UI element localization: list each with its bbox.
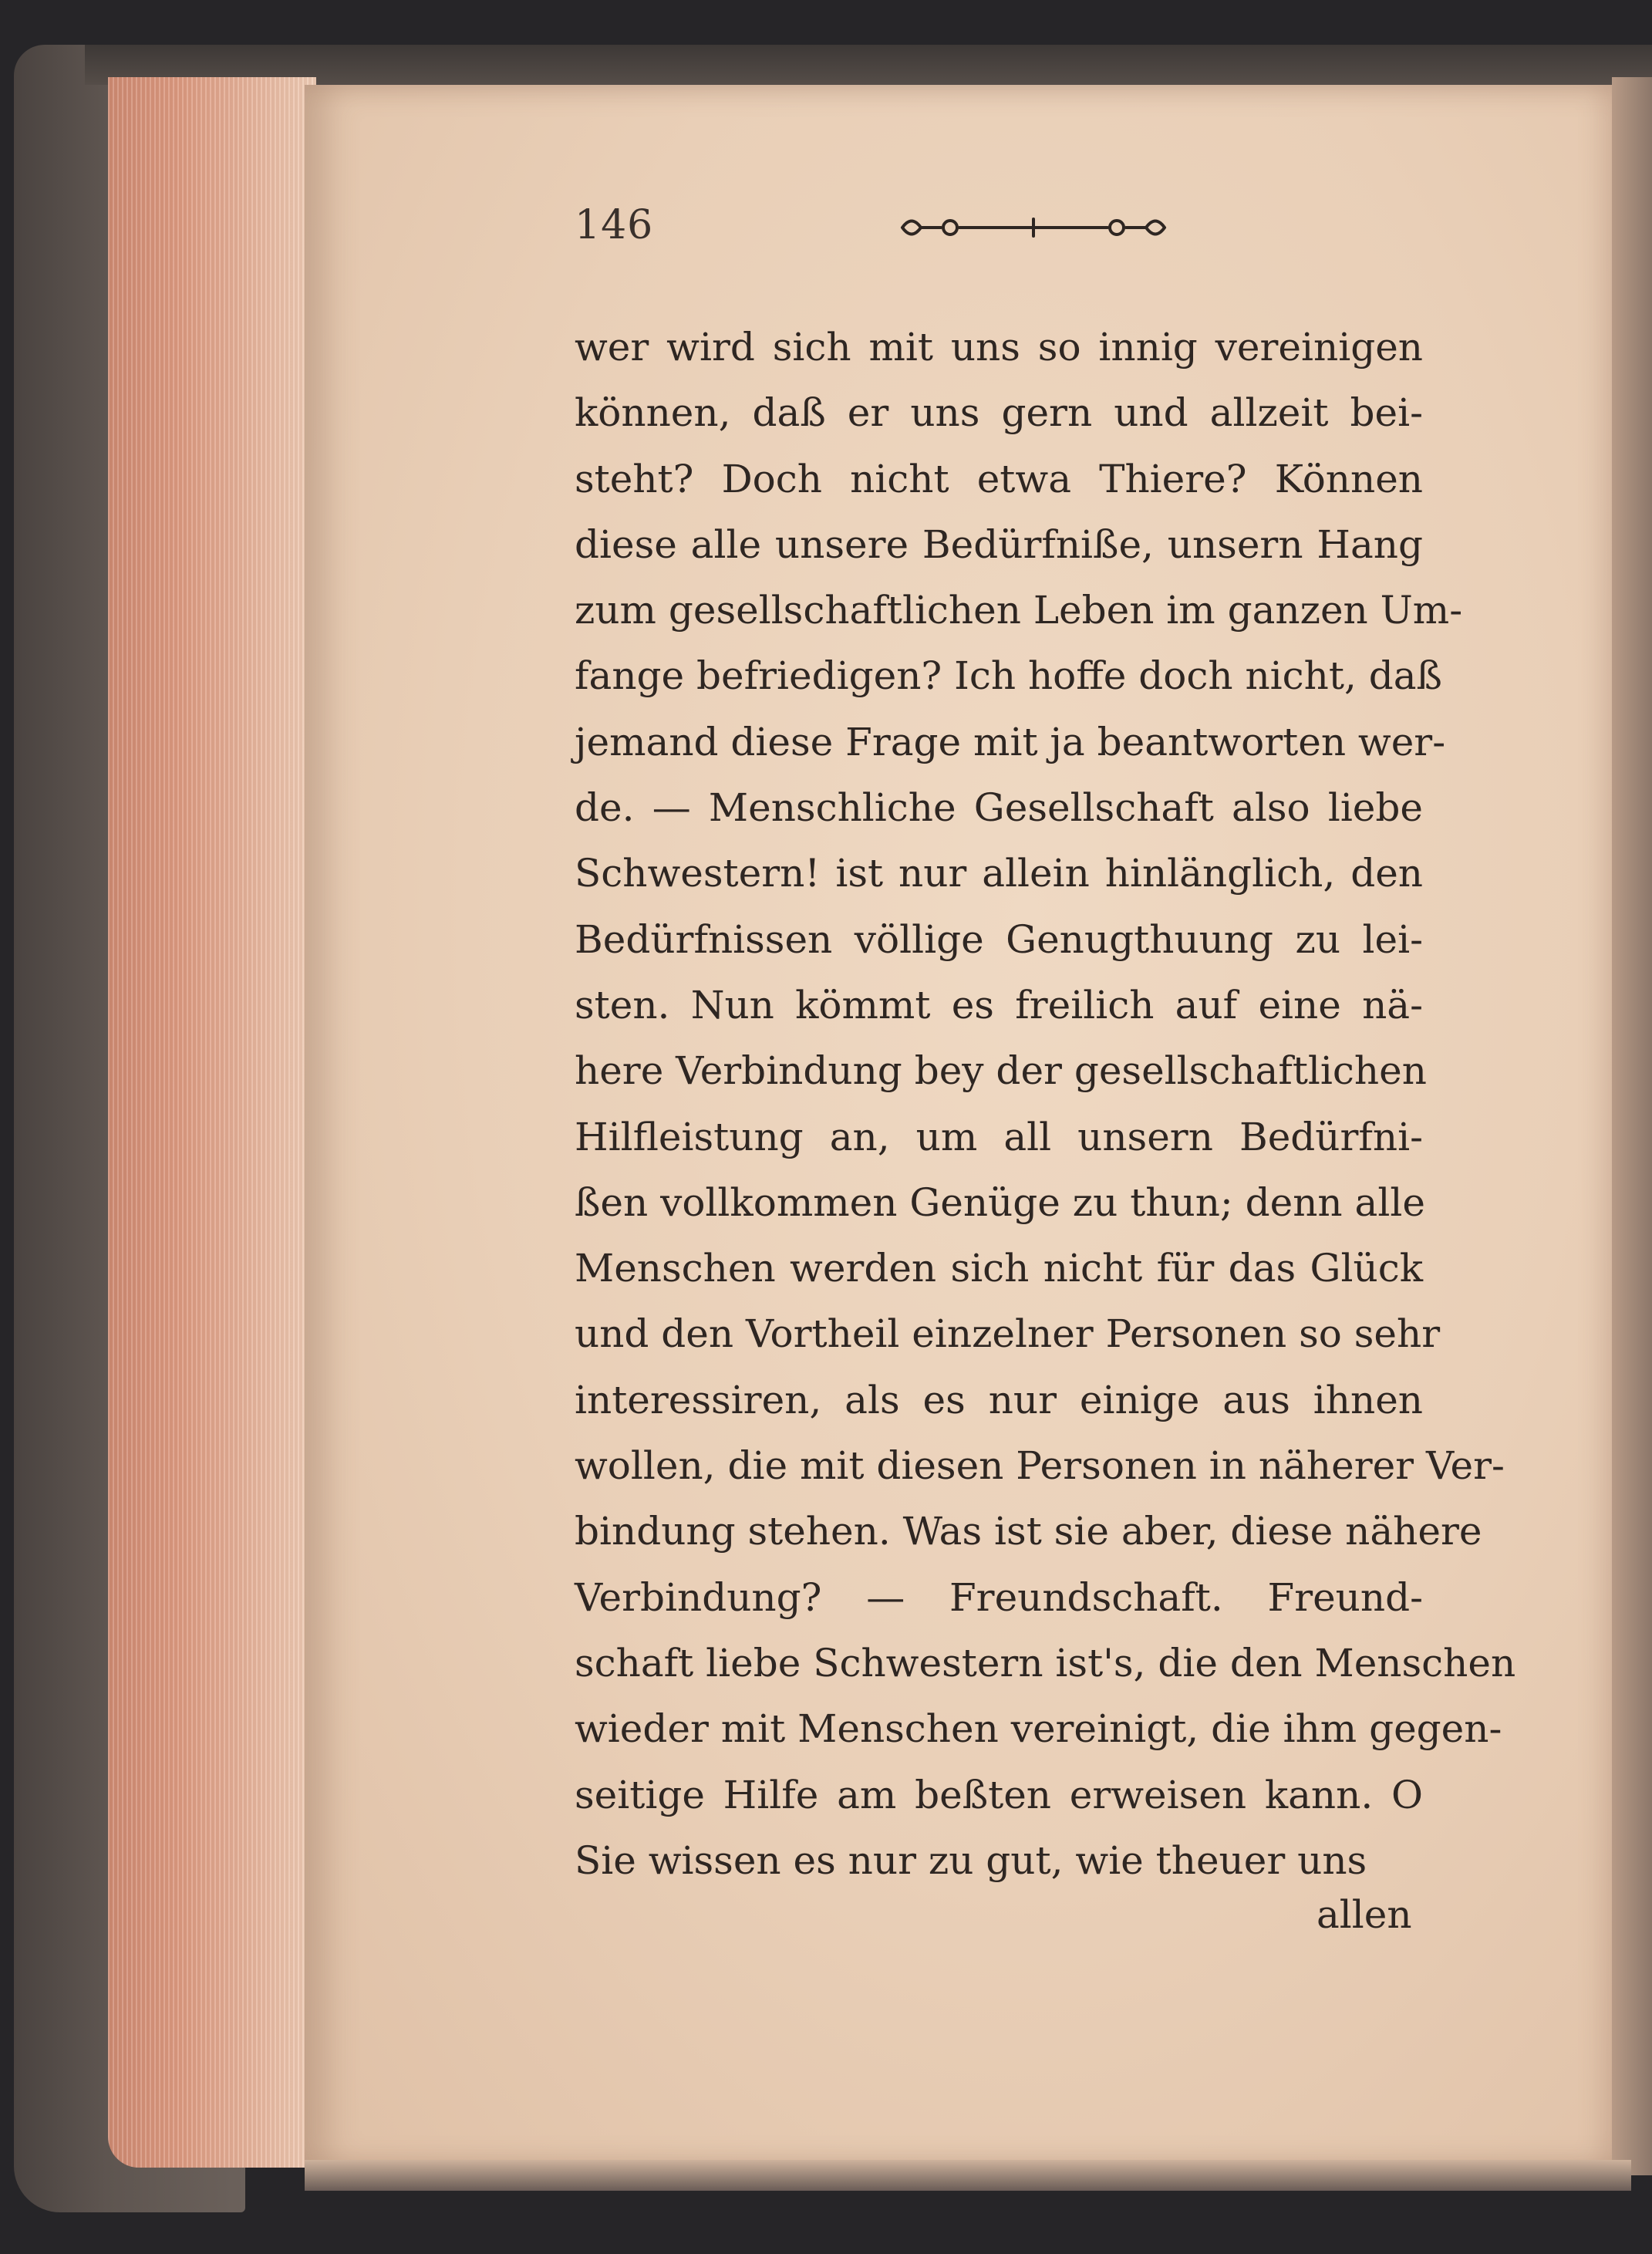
text-line: diese alle unsere Bedürfniße, unsern Hang xyxy=(575,521,1423,567)
text-line: können, daß er uns gern und allzeit bei- xyxy=(575,390,1423,436)
text-line: wollen, die mit diesen Personen in näherer Ver- xyxy=(575,1443,1505,1489)
page-number: 146 xyxy=(575,202,654,248)
page-text xyxy=(575,0,1516,2254)
ornament-rule-icon xyxy=(895,208,1172,247)
text-line: schaft liebe Schwestern ist's, die den Menschen xyxy=(575,1640,1516,1685)
catchword: allen xyxy=(1317,1892,1412,1937)
text-line: ßen vollkommen Genüge zu thun; denn alle xyxy=(575,1179,1425,1225)
text-line: wieder mit Menschen vereinigt, die ihm gegen- xyxy=(575,1706,1502,1752)
text-line: Schwestern! ist nur allein hinlänglich, den xyxy=(575,851,1423,896)
text-line: jemand diese Frage mit ja beantworten wer- xyxy=(575,719,1446,764)
text-line: Verbindung? — Freundschaft. Freund- xyxy=(575,1574,1423,1620)
text-line: bindung stehen. Was ist sie aber, diese nähere xyxy=(575,1509,1482,1554)
page-edges xyxy=(108,77,316,2168)
text-line: wer wird sich mit uns so innig vereinigen xyxy=(575,325,1423,369)
text-line: seitige Hilfe am beßten erweisen kann. O xyxy=(575,1772,1423,1817)
text-line: sten. Nun kömmt es freilich auf eine nä- xyxy=(575,982,1423,1027)
text-line: steht? Doch nicht etwa Thiere? Können xyxy=(575,456,1423,501)
text-line: de. — Menschliche Gesellschaft also liebe xyxy=(575,785,1423,831)
text-line: Hilfleistung an, um all unsern Bedürfni- xyxy=(575,1114,1423,1159)
text-line: Sie wissen es nur zu gut, wie theuer uns xyxy=(575,1837,1367,1883)
text-line: here Verbindung bey der gesellschaftlichen xyxy=(575,1048,1427,1094)
text-line: Menschen werden sich nicht für das Glück xyxy=(575,1246,1423,1291)
text-line: zum gesellschaftlichen Leben im ganzen Um- xyxy=(575,588,1463,633)
text-line: Bedürfnissen völlige Genugthuung zu lei- xyxy=(575,916,1423,962)
text-line: fange befriedigen? Ich hoffe doch nicht, daß xyxy=(575,653,1442,699)
gutter-shadow xyxy=(1612,77,1652,2175)
text-line: interessiren, als es nur einige aus ihnen xyxy=(575,1377,1423,1422)
text-line: und den Vortheil einzelner Personen so sehr xyxy=(575,1311,1441,1357)
body-text xyxy=(575,315,1516,1894)
